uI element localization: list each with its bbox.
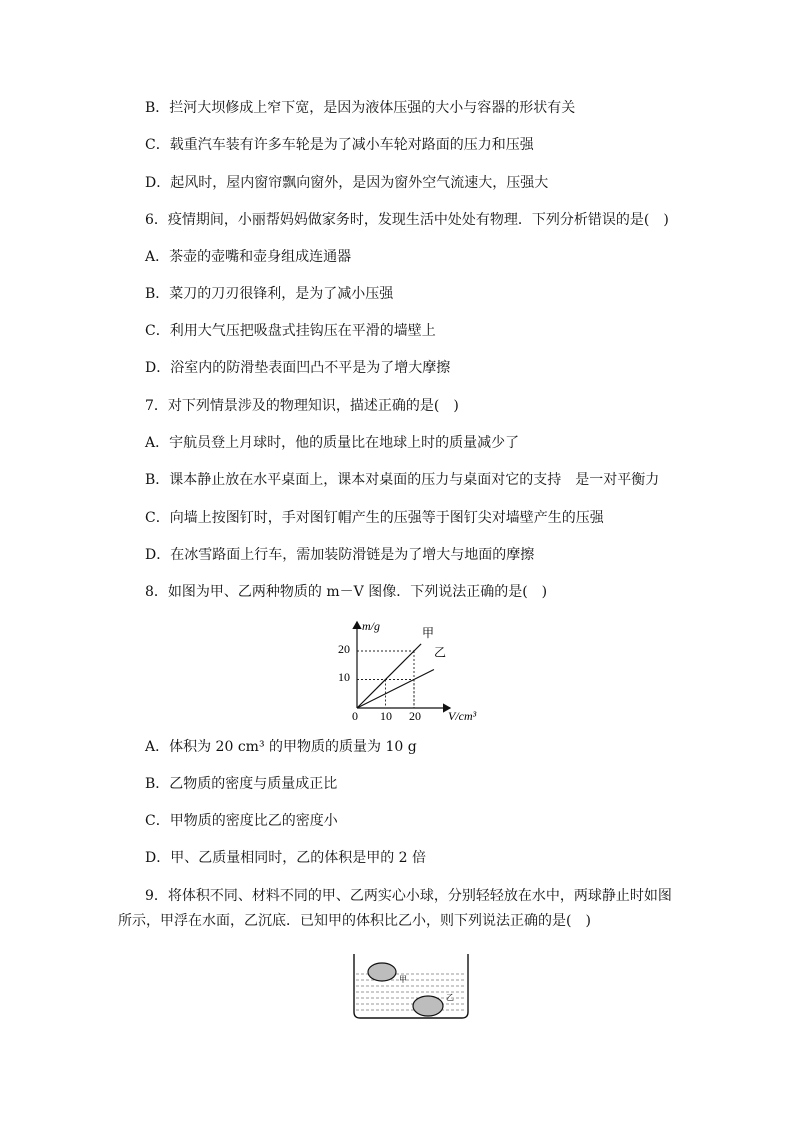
ball-jia [368,963,396,981]
text-line: C．向墙上按图钉时，手对图钉帽产生的压强等于图钉尖对墙壁产生的压强 [145,510,604,526]
series-line-jia [357,644,421,708]
text-line: 9．将体积不同、材料不同的甲、乙两实心小球，分别轻轻放在水中，两球静止时如图 [145,888,672,904]
x-axis-label: V/cm³ [448,709,477,723]
text-line: D．起风时，屋内窗帘飘向窗外，是因为窗外空气流速大，压强大 [145,175,549,191]
text-line: C．载重汽车装有许多车轮是为了减小车轮对路面的压力和压强 [145,137,534,153]
text-line: D．在冰雪路面上行车，需加装防滑链是为了增大与地面的摩擦 [145,547,535,563]
text-line: A．体积为 20 cm³ 的甲物质的质量为 10 g [145,739,417,755]
y-tick-label: 20 [338,642,350,656]
water-lines [356,974,466,1010]
x-tick-label: 20 [409,709,421,723]
series-label: 乙 [433,645,446,660]
origin-label: 0 [352,709,358,723]
ball-yi [413,996,443,1016]
beaker-figure [350,952,472,1022]
x-tick-label: 10 [380,709,392,723]
ball-jia-label: 甲 [399,975,407,984]
text-line: 6．疫情期间，小丽帮妈妈做家务时，发现生活中处处有物理．下列分析错误的是( ) [145,212,669,228]
ball-yi-label: 乙 [446,993,454,1002]
text-line: 8．如图为甲、乙两种物质的 m－V 图像．下列说法正确的是( ) [145,584,548,600]
text-line: A．茶壶的壶嘴和壶身组成连通器 [145,249,352,265]
text-line: B．乙物质的密度与质量成正比 [145,776,338,792]
text-line: 7．对下列情景涉及的物理知识，描述正确的是( ) [145,398,459,414]
series-line-yi [357,670,434,708]
mv-graph [318,616,488,728]
text-line: D．浴室内的防滑垫表面凹凸不平是为了增大摩擦 [145,360,451,376]
y-axis-label: m/g [362,619,380,633]
text-line: B．课本静止放在水平桌面上，课本对桌面的压力与桌面对它的支持 是一对平衡力 [145,472,660,488]
text-line: 所示，甲浮在水面，乙沉底．已知甲的体积比乙小，则下列说法正确的是( ) [118,913,591,929]
y-tick-label: 10 [338,670,350,684]
text-line: B．菜刀的刀刃很锋利，是为了减小压强 [145,286,394,302]
text-line: C．甲物质的密度比乙的密度小 [145,813,338,829]
text-line: D．甲、乙质量相同时，乙的体积是甲的 2 倍 [145,850,427,866]
text-line: A．宇航员登上月球时，他的质量比在地球上时的质量减少了 [145,435,520,451]
series-label: 甲 [421,625,434,640]
text-line: B．拦河大坝修成上窄下宽，是因为液体压强的大小与容器的形状有关 [145,100,576,116]
text-line: C．利用大气压把吸盘式挂钩压在平滑的墙壁上 [145,323,436,339]
